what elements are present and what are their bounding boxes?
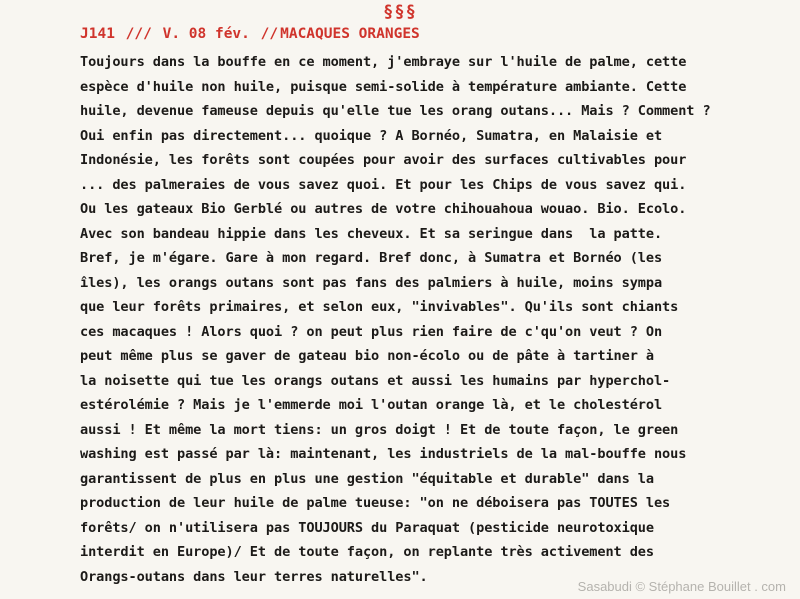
entry-header — [80, 26, 420, 42]
text-line: aussi ! Et même la mort tiens: un gros doigt ! Et de toute façon, le green — [80, 421, 679, 438]
text-line: Avec son bandeau hippie dans les cheveux. Et sa seringue dans la patte. — [80, 225, 663, 242]
text-line: Indonésie, les forêts sont coupées pour avoir des surfaces cultivables pour — [80, 152, 687, 168]
text-line: la noisette qui tue les orangs outans et aussi les humains par hyperchol- — [80, 372, 671, 389]
text-line: Orangs-outans dans leur terres naturelles". — [80, 568, 428, 585]
text-line: washing est passé par là: maintenant, les industriels de la mal-bouffe nous — [80, 446, 687, 462]
header-separator: // — [260, 26, 279, 42]
entry-date: V. 08 fév. — [162, 26, 250, 42]
text-line: Toujours dans la bouffe en ce moment, j'embraye sur l'huile de palme, cette — [80, 54, 687, 70]
copyright-watermark: Sasabudi © Stéphane Bouillet . com — [577, 579, 786, 594]
typed-text-body — [80, 50, 780, 589]
header-separator: /// — [125, 26, 152, 42]
text-line: interdit en Europe)/ Et de toute façon, on replante très activement des — [80, 544, 654, 560]
entry-code: J141 — [80, 26, 115, 42]
text-line: peut même plus se gaver de gateau bio non-écolo ou de pâte à tartiner à — [80, 348, 654, 364]
text-line: estérolémie ? Mais je l'emmerde moi l'outan orange là, et le cholestérol — [80, 397, 663, 413]
text-line: Ou les gateaux Bio Gerblé ou autres de votre chihouahoua wouao. Bio. Ecolo. — [80, 201, 687, 217]
text-line: ... des palmeraies de vous savez quoi. Et pour les Chips de vous savez qui. — [80, 176, 687, 193]
text-line: ces macaques ! Alors quoi ? on peut plus rien faire de c'qu'on veut ? On — [80, 323, 663, 340]
section-ornament: §§§ — [383, 2, 417, 22]
text-line: espèce d'huile non huile, puisque semi-solide à température ambiante. Cette — [80, 78, 687, 95]
text-line: garantissent de plus en plus une gestion "équitable et durable" dans la — [80, 470, 654, 487]
text-line: huile, devenue fameuse depuis qu'elle tue les orang outans... Mais ? Comment ? — [80, 103, 711, 119]
text-line: Oui enfin pas directement... quoique ? A Bornéo, Sumatra, en Malaisie et — [80, 127, 663, 144]
text-line: production de leur huile de palme tueuse: "on ne déboisera pas TOUTES les — [80, 495, 671, 511]
entry-title: MACAQUES ORANGES — [280, 26, 420, 42]
text-line: forêts/ on n'utilisera pas TOUJOURS du Paraquat (pesticide neurotoxique — [80, 519, 654, 536]
text-line: que leur forêts primaires, et selon eux, "invivables". Qu'ils sont chiants — [80, 299, 679, 315]
text-line: Bref, je m'égare. Gare à mon regard. Bref donc, à Sumatra et Bornéo (les — [80, 250, 663, 266]
text-line: îles), les orangs outans sont pas fans des palmiers à huile, moins sympa — [80, 274, 663, 291]
